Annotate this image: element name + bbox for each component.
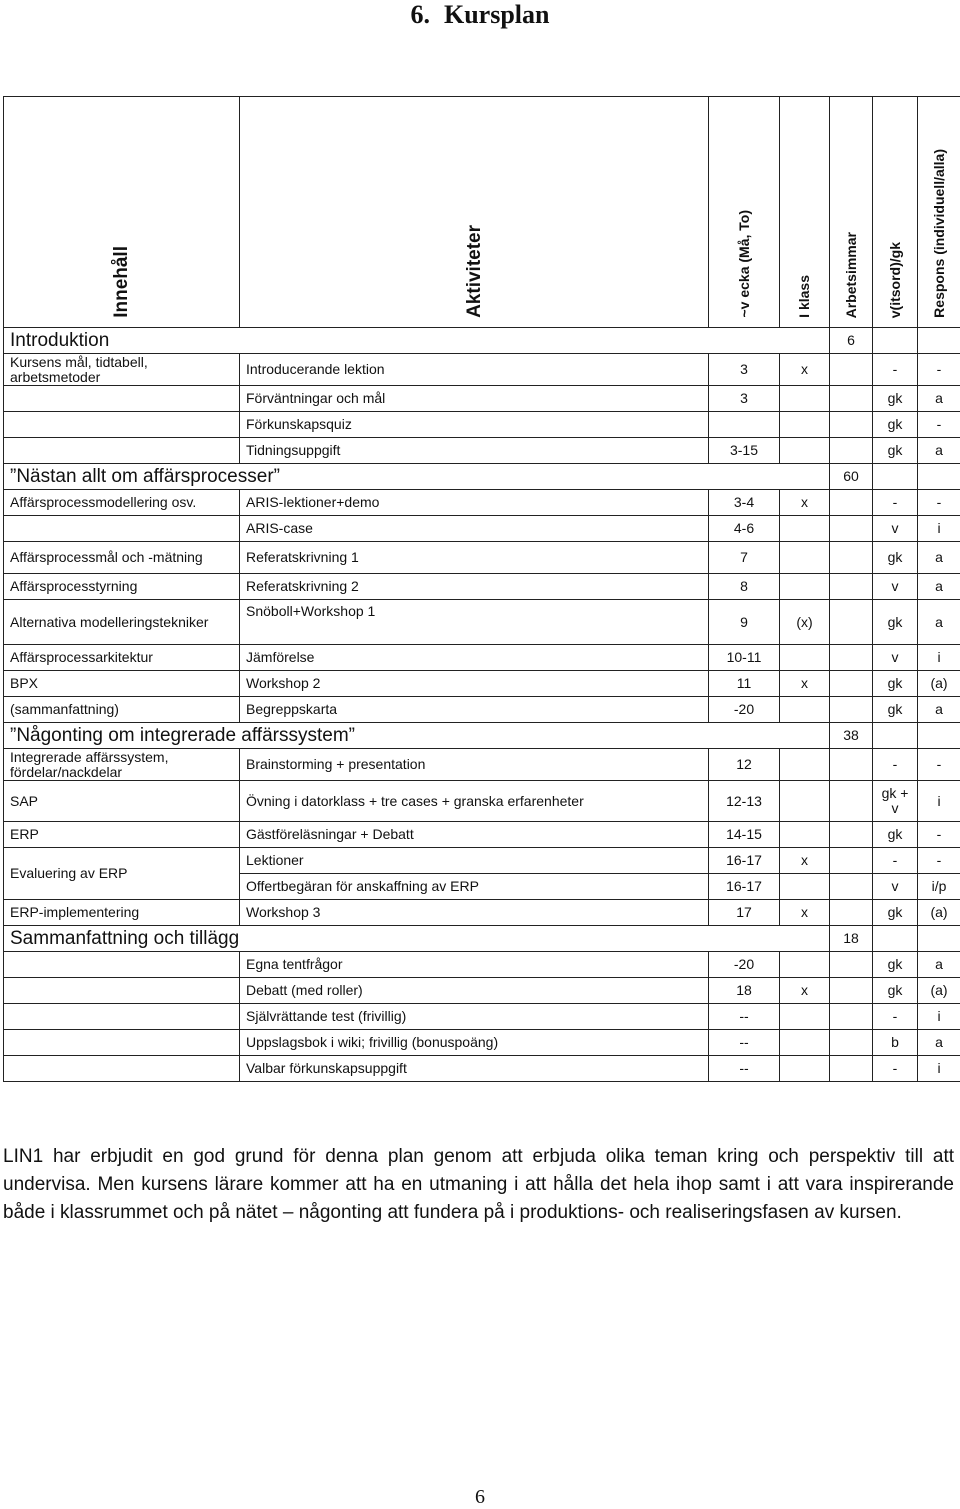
grade-cell: v xyxy=(873,874,918,900)
activity-cell: Referatskrivning 1 xyxy=(240,542,709,574)
response-cell: (a) xyxy=(918,978,960,1004)
activity-cell: Valbar förkunskapsuppgift xyxy=(240,1056,709,1082)
header-innehall: Innehåll xyxy=(4,97,240,328)
response-cell: a xyxy=(918,697,960,723)
hours-cell xyxy=(830,490,873,516)
week-cell: 9 xyxy=(709,600,780,645)
hours-cell xyxy=(830,1056,873,1082)
grade-cell: v xyxy=(873,516,918,542)
week-cell: -- xyxy=(709,1004,780,1030)
in-class-cell: x xyxy=(780,900,830,926)
hours-cell xyxy=(830,600,873,645)
activity-cell: Brainstorming + presentation xyxy=(240,749,709,781)
response-cell: - xyxy=(918,848,960,874)
activity-cell: Introducerande lektion xyxy=(240,354,709,386)
table-row xyxy=(4,900,960,926)
response-cell: (a) xyxy=(918,671,960,697)
content-cell: Affärsprocessmål och -mätning xyxy=(4,542,240,574)
week-cell: -20 xyxy=(709,697,780,723)
hours-cell xyxy=(830,645,873,671)
hours-cell xyxy=(830,386,873,412)
activity-cell: Offertbegäran för anskaffning av ERP xyxy=(240,874,709,900)
section-title-cell: Sammanfattning och tillägg xyxy=(4,926,830,952)
week-cell: 3 xyxy=(709,354,780,386)
activity-cell: Begreppskarta xyxy=(240,697,709,723)
in-class-cell xyxy=(780,1004,830,1030)
response-cell: i xyxy=(918,781,960,822)
in-class-cell xyxy=(780,781,830,822)
in-class-cell: x xyxy=(780,978,830,1004)
hours-cell xyxy=(830,900,873,926)
response-cell: a xyxy=(918,542,960,574)
hours-cell xyxy=(830,749,873,781)
section-title-cell: ”Nästan allt om affärsprocesser” xyxy=(4,464,830,490)
grade-cell: v xyxy=(873,645,918,671)
page-title xyxy=(0,0,960,30)
in-class-cell xyxy=(780,874,830,900)
table-row xyxy=(4,1030,960,1056)
activity-cell: Självrättande test (frivillig) xyxy=(240,1004,709,1030)
week-cell: -20 xyxy=(709,952,780,978)
content-cell: Kursens mål, tidtabell, arbetsmetoder xyxy=(4,354,240,386)
week-cell: 3-4 xyxy=(709,490,780,516)
content-cell xyxy=(4,1030,240,1056)
summary-paragraph: LIN1 har erbjudit en god grund för denna plan genom att erbjuda olika teman kring och perspektiv till att undervisa. Men kursens lärare kommer att ha en utmaning i att hålla det hela ihop samt i att vara inspirerande både i klassrummet och på nätet – någonting att fundera på i produktions- och realiseringsfasen av kursen. xyxy=(3,1143,954,1227)
table-row xyxy=(4,574,960,600)
content-cell: Affärsprocessarkitektur xyxy=(4,645,240,671)
activity-cell: ARIS-case xyxy=(240,516,709,542)
section-row xyxy=(4,926,960,952)
content-cell: Affärsprocessmodellering osv. xyxy=(4,490,240,516)
week-cell: 10-11 xyxy=(709,645,780,671)
week-cell: 7 xyxy=(709,542,780,574)
content-cell: SAP xyxy=(4,781,240,822)
header-row xyxy=(4,97,960,328)
hours-cell xyxy=(830,412,873,438)
grade-cell: gk xyxy=(873,978,918,1004)
section-hours: 38 xyxy=(830,723,873,749)
hours-cell xyxy=(830,697,873,723)
content-cell xyxy=(4,1056,240,1082)
week-cell: 16-17 xyxy=(709,848,780,874)
activity-cell: Lektioner xyxy=(240,848,709,874)
table-row xyxy=(4,645,960,671)
table-row xyxy=(4,848,960,874)
header-aktiviteter: Aktiviteter xyxy=(240,97,709,328)
content-cell: Integrerade affärssystem, fördelar/nackdelar xyxy=(4,749,240,781)
in-class-cell: x xyxy=(780,671,830,697)
empty-cell xyxy=(873,464,918,490)
activity-cell: Tidningsuppgift xyxy=(240,438,709,464)
content-cell: Alternativa modelleringstekniker xyxy=(4,600,240,645)
activity-cell: Workshop 3 xyxy=(240,900,709,926)
grade-cell: v xyxy=(873,574,918,600)
in-class-cell: x xyxy=(780,848,830,874)
in-class-cell xyxy=(780,1056,830,1082)
content-cell: (sammanfattning) xyxy=(4,697,240,723)
empty-cell xyxy=(918,328,960,354)
in-class-cell xyxy=(780,386,830,412)
grade-cell: - xyxy=(873,490,918,516)
section-row xyxy=(4,328,960,354)
hours-cell xyxy=(830,516,873,542)
week-cell: 8 xyxy=(709,574,780,600)
content-cell: Evaluering av ERP xyxy=(4,848,240,900)
hours-cell xyxy=(830,354,873,386)
response-cell: a xyxy=(918,574,960,600)
in-class-cell xyxy=(780,749,830,781)
response-cell: - xyxy=(918,490,960,516)
grade-cell: - xyxy=(873,1004,918,1030)
content-cell: ERP-implementering xyxy=(4,900,240,926)
table-row xyxy=(4,952,960,978)
hours-cell xyxy=(830,574,873,600)
content-cell xyxy=(4,516,240,542)
section-number: 6. xyxy=(411,0,431,29)
hours-cell xyxy=(830,542,873,574)
response-cell: i xyxy=(918,1056,960,1082)
activity-cell: ARIS-lektioner+demo xyxy=(240,490,709,516)
empty-cell xyxy=(873,926,918,952)
hours-cell xyxy=(830,848,873,874)
empty-cell xyxy=(918,926,960,952)
table-row xyxy=(4,542,960,574)
in-class-cell: (x) xyxy=(780,600,830,645)
empty-cell xyxy=(873,723,918,749)
header-respons: Respons (individuell/alla) xyxy=(918,97,960,328)
week-cell: -- xyxy=(709,1030,780,1056)
week-cell xyxy=(709,412,780,438)
activity-cell: Snöboll+Workshop 1 xyxy=(240,600,709,645)
activity-cell: Uppslagsbok i wiki; frivillig (bonuspoäng) xyxy=(240,1030,709,1056)
page-number: 6 xyxy=(0,1486,960,1509)
section-title: Kursplan xyxy=(444,0,550,29)
section-hours: 60 xyxy=(830,464,873,490)
section-row xyxy=(4,723,960,749)
grade-cell: gk xyxy=(873,600,918,645)
hours-cell xyxy=(830,978,873,1004)
in-class-cell xyxy=(780,697,830,723)
table-row xyxy=(4,697,960,723)
in-class-cell: x xyxy=(780,354,830,386)
response-cell: a xyxy=(918,438,960,464)
activity-cell: Workshop 2 xyxy=(240,671,709,697)
table-row xyxy=(4,749,960,781)
section-title-cell: ”Någonting om integrerade affärssystem” xyxy=(4,723,830,749)
section-hours: 18 xyxy=(830,926,873,952)
grade-cell: gk xyxy=(873,438,918,464)
table-row xyxy=(4,1056,960,1082)
grade-cell: gk xyxy=(873,822,918,848)
empty-cell xyxy=(918,723,960,749)
content-cell xyxy=(4,1004,240,1030)
week-cell: 12 xyxy=(709,749,780,781)
empty-cell xyxy=(918,464,960,490)
hours-cell xyxy=(830,874,873,900)
table-row xyxy=(4,438,960,464)
in-class-cell xyxy=(780,645,830,671)
grade-cell: gk xyxy=(873,697,918,723)
in-class-cell: x xyxy=(780,490,830,516)
table-row xyxy=(4,671,960,697)
grade-cell: gk xyxy=(873,671,918,697)
grade-cell: gk + v xyxy=(873,781,918,822)
hours-cell xyxy=(830,1030,873,1056)
empty-cell xyxy=(873,328,918,354)
grade-cell: gk xyxy=(873,386,918,412)
activity-cell: Övning i datorklass + tre cases + granska erfarenheter xyxy=(240,781,709,822)
grade-cell: - xyxy=(873,848,918,874)
in-class-cell xyxy=(780,952,830,978)
response-cell: i/p xyxy=(918,874,960,900)
response-cell: - xyxy=(918,822,960,848)
course-plan-table xyxy=(3,96,960,1082)
table-row xyxy=(4,781,960,822)
content-cell: BPX xyxy=(4,671,240,697)
week-cell: 3-15 xyxy=(709,438,780,464)
content-cell: ERP xyxy=(4,822,240,848)
activity-cell: Förkunskapsquiz xyxy=(240,412,709,438)
header-arbetstimmar: Arbetsimmar xyxy=(830,97,873,328)
week-cell: 18 xyxy=(709,978,780,1004)
grade-cell: gk xyxy=(873,952,918,978)
table-row xyxy=(4,490,960,516)
grade-cell: gk xyxy=(873,412,918,438)
in-class-cell xyxy=(780,574,830,600)
in-class-cell xyxy=(780,542,830,574)
week-cell: 17 xyxy=(709,900,780,926)
week-cell: 11 xyxy=(709,671,780,697)
hours-cell xyxy=(830,822,873,848)
table-row xyxy=(4,516,960,542)
activity-cell: Jämförelse xyxy=(240,645,709,671)
activity-cell: Debatt (med roller) xyxy=(240,978,709,1004)
week-cell: 12-13 xyxy=(709,781,780,822)
content-cell xyxy=(4,412,240,438)
activity-cell: Förväntningar och mål xyxy=(240,386,709,412)
hours-cell xyxy=(830,1004,873,1030)
week-cell: 3 xyxy=(709,386,780,412)
week-cell: 14-15 xyxy=(709,822,780,848)
response-cell: i xyxy=(918,645,960,671)
content-cell: Affärsprocesstyrning xyxy=(4,574,240,600)
section-hours: 6 xyxy=(830,328,873,354)
hours-cell xyxy=(830,781,873,822)
response-cell: - xyxy=(918,412,960,438)
grade-cell: gk xyxy=(873,542,918,574)
header-vecka: ~v ecka (Må, To) xyxy=(709,97,780,328)
activity-cell: Referatskrivning 2 xyxy=(240,574,709,600)
in-class-cell xyxy=(780,438,830,464)
in-class-cell xyxy=(780,516,830,542)
response-cell: a xyxy=(918,1030,960,1056)
table-row xyxy=(4,354,960,386)
in-class-cell xyxy=(780,822,830,848)
header-betyg: v(itsord)/gk xyxy=(873,97,918,328)
section-title-cell: Introduktion xyxy=(4,328,830,354)
grade-cell: b xyxy=(873,1030,918,1056)
week-cell: 16-17 xyxy=(709,874,780,900)
grade-cell: - xyxy=(873,1056,918,1082)
response-cell: i xyxy=(918,516,960,542)
response-cell: - xyxy=(918,749,960,781)
hours-cell xyxy=(830,671,873,697)
content-cell xyxy=(4,952,240,978)
response-cell: i xyxy=(918,1004,960,1030)
content-cell xyxy=(4,978,240,1004)
response-cell: a xyxy=(918,600,960,645)
content-cell xyxy=(4,438,240,464)
week-cell: -- xyxy=(709,1056,780,1082)
hours-cell xyxy=(830,438,873,464)
header-i-klass: I klass xyxy=(780,97,830,328)
grade-cell: - xyxy=(873,749,918,781)
table-row xyxy=(4,412,960,438)
content-cell xyxy=(4,386,240,412)
response-cell: (a) xyxy=(918,900,960,926)
section-row xyxy=(4,464,960,490)
response-cell: - xyxy=(918,354,960,386)
week-cell: 4-6 xyxy=(709,516,780,542)
in-class-cell xyxy=(780,412,830,438)
table-row xyxy=(4,386,960,412)
activity-cell: Gästföreläsningar + Debatt xyxy=(240,822,709,848)
response-cell: a xyxy=(918,952,960,978)
table-row xyxy=(4,600,960,645)
hours-cell xyxy=(830,952,873,978)
table-row xyxy=(4,978,960,1004)
table-row xyxy=(4,1004,960,1030)
grade-cell: gk xyxy=(873,900,918,926)
in-class-cell xyxy=(780,1030,830,1056)
grade-cell: - xyxy=(873,354,918,386)
table-row xyxy=(4,822,960,848)
activity-cell: Egna tentfrågor xyxy=(240,952,709,978)
response-cell: a xyxy=(918,386,960,412)
